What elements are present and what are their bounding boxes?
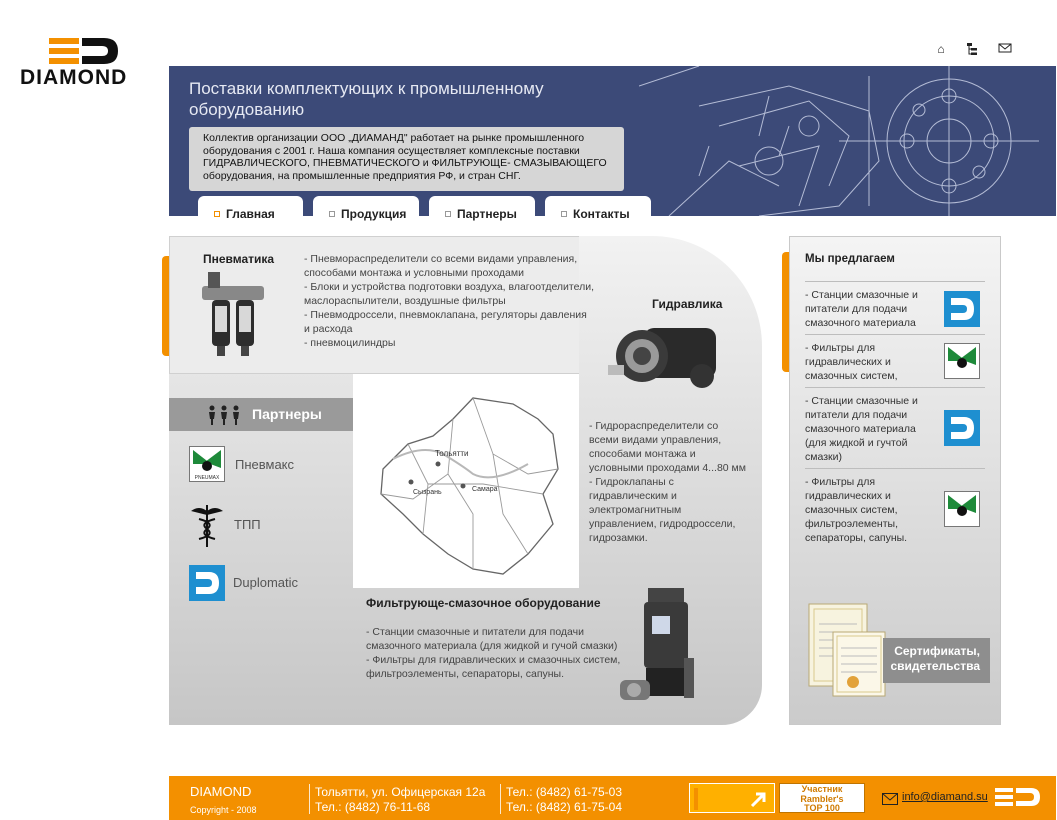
certificates-label: Сертификаты, [894,644,980,658]
partner-name-duplomatic[interactable]: Duplomatic [233,575,299,590]
offer-line: смазки) [805,451,842,463]
pneumax-logo-icon[interactable] [189,446,225,482]
pneumatics-line: маслораспылители, воздушные фильтры [304,295,506,307]
map-city: Сызрань [413,489,442,496]
offer-line: сепараторы, сапуны. [805,532,908,544]
rambler-label: Rambler's [800,793,844,804]
sidebar-marker [782,252,789,372]
offer-line: (для жидкой и гучтой [805,437,908,449]
filter-description [366,625,646,681]
pneumatics-line: - Блоки и устройства подготовки воздуха, влагоотделители, [304,281,595,293]
offer-item[interactable] [805,334,985,388]
offer-line: - Станции смазочные и [805,395,918,407]
partners-heading[interactable] [169,398,353,431]
offer-item[interactable] [805,468,985,550]
tab-home[interactable] [198,196,303,221]
rambler-label: TOP 100 [804,803,840,813]
footer-divider [500,784,501,814]
tab-partners[interactable] [429,196,535,221]
certificate-images[interactable] [805,602,889,698]
offer-item[interactable] [805,387,985,469]
offer-line: фильтроэлементы, [805,518,898,530]
caduceus-icon[interactable] [189,503,225,547]
filter-title[interactable]: Фильтрующе-смазочное оборудование [366,596,601,610]
offer-line: питатели для подачи [805,409,908,421]
offer-line: - Фильтры для [805,342,876,354]
tab-products-label: Продукция [341,207,407,221]
offers-title: Мы предлагаем [805,253,895,265]
tab-products[interactable] [313,196,419,221]
map-city: Самара [472,486,498,493]
footer-phone: Тел.: (8482) 61-75-03 [506,785,622,799]
offer-line: гидравлических и [805,490,891,502]
hydraulics-line: - Гидрораспределители со [589,420,719,432]
duplomatic-logo-icon[interactable] [189,565,225,601]
pneumatics-line: и расхода [304,323,353,335]
filter-line: смазочного материала (для жидкой и гучой смазки) [366,640,618,652]
offer-line: - Станции смазочные и [805,289,918,301]
tab-contacts-label: Контакты [573,207,630,221]
tab-home-label: Главная [226,207,275,221]
hydraulics-line: условными проходами 4...80 мм [589,462,746,474]
pneumatics-line: способами монтажа и условными проходами [304,267,524,279]
footer-phone: Тел.: (8482) 61-75-04 [506,800,622,814]
rambler-label: Участник [801,784,843,794]
hydraulics-line: всеми видами управления, [589,434,722,446]
hydraulics-line: гидравлическим и [589,490,677,502]
offer-line: смазочного материала [805,317,916,329]
footer-logo[interactable] [995,786,1047,808]
filter-line: фильтроэлементы, сепараторы, сапуны. [366,668,565,680]
hydraulics-line: - Гидроклапаны с [589,476,674,488]
copyright: Copyright - 2008 [190,805,257,815]
partner-name-tpp[interactable]: ТПП [234,517,261,532]
hydraulics-line: способами монтажа и [589,448,696,460]
home-icon[interactable]: ⌂ [937,42,945,56]
pneumatics-title[interactable]: Пневматика [203,252,275,266]
footer-address: Тольятти, ул. Офицерская 12а [315,785,486,799]
banner-title: Поставки комплектующих к промышленному оборудованию [189,79,544,119]
offer-line: смазочных систем, [805,370,898,382]
mail-icon[interactable] [998,42,1012,56]
brand-name: DIAMOND [20,66,128,89]
certificates-label: свидетельства [890,659,980,673]
pneumatics-line: - пневмоцилиндры [304,337,396,349]
region-map [353,374,579,588]
svg-text:PNEUMAX: PNEUMAX [194,475,220,481]
pneumatics-line: - Пневмодроссели, пневмоклапана, регуляторы давления [304,309,587,321]
map-city: Тольятти [435,449,469,458]
section-marker [162,256,169,356]
pneumax-logo-icon [944,491,980,527]
counter-badge[interactable] [689,783,775,813]
tab-contacts[interactable] [545,196,651,221]
pneumatics-line: - Пневмораспределители со всеми видами управления, [304,253,578,265]
filter-line: - Фильтры для гидравлических и смазочных систем, [366,654,621,666]
sitemap-icon[interactable] [965,42,979,56]
partner-name-pneumax[interactable]: Пневмакс [235,457,295,472]
footer-phone: Тел.: (8482) 76-11-68 [315,800,431,814]
hydraulics-line: управлением, гидродроссели, [589,518,736,530]
blueprint-drawing [639,66,1056,216]
offer-line: гидравлических и [805,356,891,368]
duplomatic-logo-icon [944,291,980,327]
filter-line: - Станции смазочные и питатели для подачи [366,626,585,638]
offer-line: смазочного материала [805,423,916,435]
offer-item[interactable] [805,281,985,335]
header-banner [169,66,1056,216]
duplomatic-logo-icon [944,410,980,446]
offer-line: смазочных систем, [805,504,898,516]
pneumax-logo-icon [944,343,980,379]
footer-brand: DIAMOND [190,784,252,799]
email-link[interactable]: info@diamand.su [902,791,988,803]
rambler-top100-badge[interactable] [779,783,865,813]
hydraulics-description [589,419,764,545]
hydraulics-line: электромагнитным [589,504,682,516]
email-icon [882,793,898,805]
pneumatic-unit-image [198,266,268,362]
hydraulic-pump-image [604,318,724,394]
company-intro: Коллектив организации ООО „ДИАМАНД" работает на рынке промышленного оборудования с 2001 г. Наша компания осуществляет комплексные поставки ГИДРАВЛИЧЕСКОГО, ПНЕВМАТИЧЕСКОГО и ФИЛЬТРУЮЩЕ- СМАЗЫВАЮЩЕГО оборудования, на промышленные предприятия РФ, и стран СНГ. [189,127,624,191]
offer-line: - Фильтры для [805,476,876,488]
lubrication-station-image [618,588,704,712]
people-icon [207,405,241,425]
hydraulics-line: гидрозамки. [589,532,648,544]
offer-line: питатели для подачи [805,303,908,315]
pneumatics-description [304,252,614,350]
partners-title: Партнеры [252,406,322,422]
hydraulics-title[interactable]: Гидравлика [652,297,723,311]
footer-divider [309,784,310,814]
certificates-button[interactable] [883,638,990,683]
tab-partners-label: Партнеры [457,207,517,221]
